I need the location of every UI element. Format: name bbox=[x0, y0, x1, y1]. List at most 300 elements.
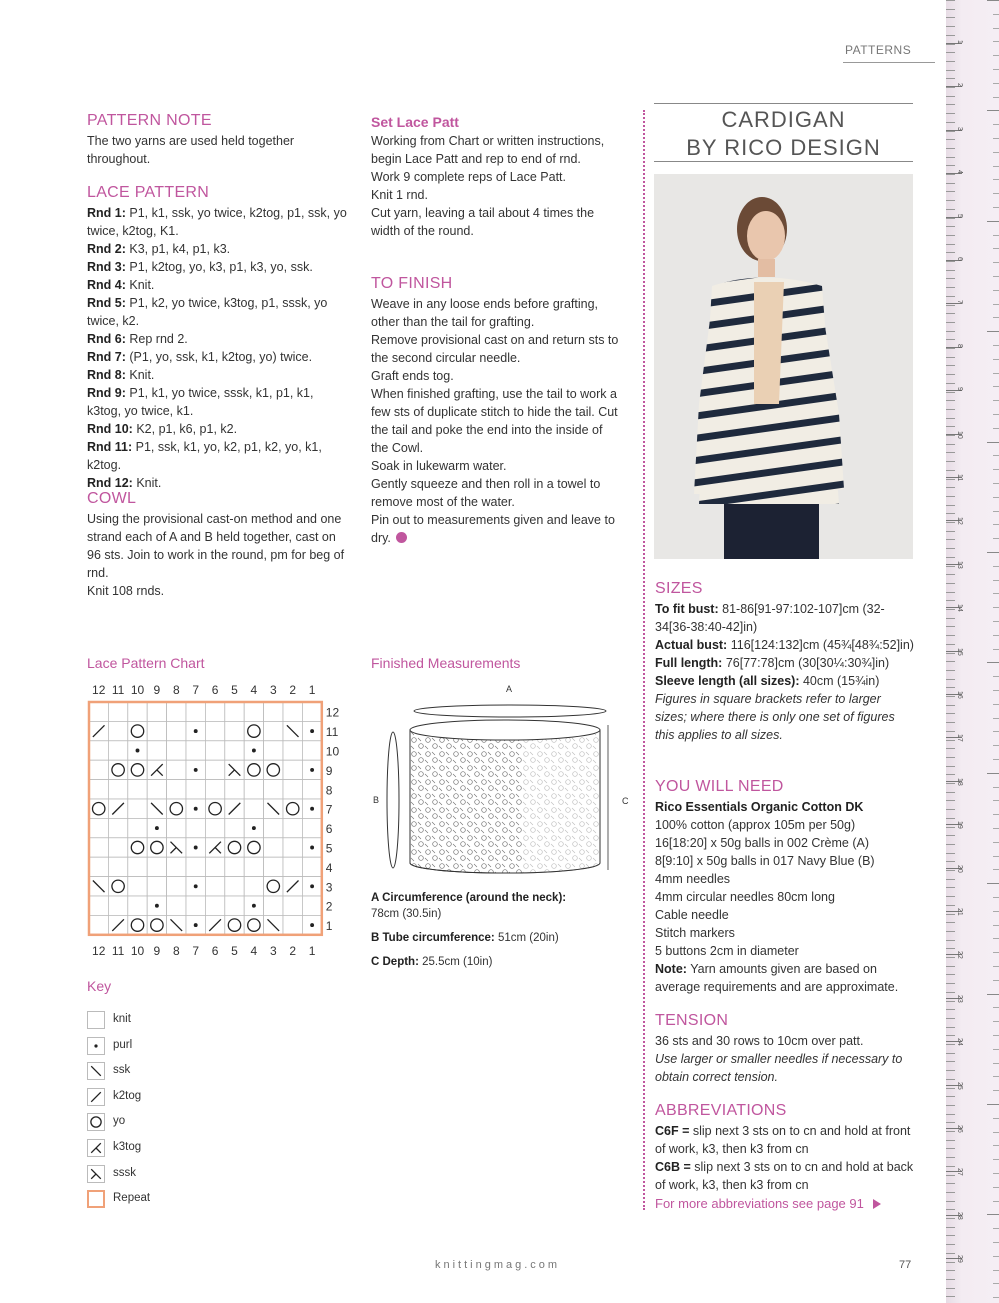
chart-col-number: 6 bbox=[211, 943, 219, 958]
chart-cell bbox=[167, 760, 186, 779]
round-text: Knit. bbox=[136, 476, 162, 490]
chart-col-number: 12 bbox=[92, 683, 106, 697]
need-note-label: Note: bbox=[655, 962, 687, 976]
chart-cell bbox=[264, 702, 283, 721]
chart-cell bbox=[128, 702, 147, 721]
need-item: 100% cotton (approx 105m per 50g) bbox=[655, 818, 856, 832]
chart-cell bbox=[264, 741, 283, 760]
chart-row-number: 11 bbox=[325, 725, 339, 740]
chart-cell bbox=[205, 780, 224, 799]
need-note: Yarn amounts given are based on average requirements and are approximate. bbox=[655, 962, 899, 994]
cardigan-title bbox=[654, 106, 913, 162]
more-abbreviations-text[interactable]: For more abbreviations see page 91 bbox=[655, 1196, 864, 1211]
chart-cell bbox=[225, 780, 244, 799]
round-text: P1, k1, ssk, yo twice, k2tog, p1, ssk, yo twice, k2tog, K1. bbox=[87, 206, 347, 238]
set-lace-paragraph: Cut yarn, leaving a tail about 4 times the width of the round. bbox=[371, 206, 595, 238]
round-label: Rnd 12: bbox=[87, 476, 133, 490]
ruler-number: 3 bbox=[956, 126, 963, 131]
chart-col-number: 3 bbox=[269, 683, 277, 697]
pattern-note-heading: PATTERN NOTE bbox=[87, 112, 212, 129]
ruler-number: 15 bbox=[956, 647, 963, 656]
chart-col-number: 11 bbox=[111, 943, 125, 958]
sizes-heading: SIZES bbox=[655, 580, 703, 597]
dimension-a-arrow bbox=[414, 705, 606, 717]
chart-cell bbox=[264, 838, 283, 857]
chart-col-number: 9 bbox=[153, 683, 161, 697]
chart-cell bbox=[186, 857, 205, 876]
key-symbol-sssk bbox=[87, 1165, 105, 1183]
need-item: 5 buttons 2cm in diameter bbox=[655, 944, 799, 958]
round-text: P1, k1, yo twice, sssk, k1, p1, k1, k3tog, yo twice, k1. bbox=[87, 386, 314, 418]
chart-cell bbox=[205, 741, 224, 760]
section-rule bbox=[843, 62, 935, 63]
chart-cell bbox=[108, 838, 127, 857]
round-row bbox=[87, 294, 349, 330]
chart-cell bbox=[186, 702, 205, 721]
ruler-number: 28 bbox=[956, 1211, 963, 1220]
pattern-note-section bbox=[87, 112, 349, 168]
cardigan-title-line2: BY RICO DESIGN bbox=[686, 135, 881, 160]
rounds-list bbox=[87, 204, 349, 492]
you-will-need-heading: YOU WILL NEED bbox=[655, 778, 784, 795]
ruler-number: 8 bbox=[956, 343, 963, 348]
chart-cell bbox=[128, 857, 147, 876]
key-title: Key bbox=[87, 978, 112, 994]
more-abbreviations-link[interactable] bbox=[655, 1195, 915, 1213]
abbreviations-section bbox=[655, 1102, 915, 1213]
chart-cell bbox=[283, 915, 302, 934]
ruler-number: 9 bbox=[956, 387, 963, 392]
ruler-number: 5 bbox=[956, 213, 963, 218]
round-row bbox=[87, 204, 349, 240]
chart-cell bbox=[167, 818, 186, 837]
to-finish-paragraph: Graft ends tog. bbox=[371, 369, 454, 383]
round-text: Knit. bbox=[129, 278, 155, 292]
label-a: A bbox=[506, 684, 513, 694]
key-label: sssk bbox=[113, 1166, 136, 1179]
size-label: Sleeve length (all sizes): bbox=[655, 674, 800, 688]
round-text: (P1, yo, ssk, k1, k2tog, yo) twice. bbox=[129, 350, 313, 364]
label-c: C bbox=[622, 796, 629, 806]
set-lace-paragraph: Work 9 complete reps of Lace Patt. bbox=[371, 170, 567, 184]
ruler-number: 25 bbox=[956, 1081, 963, 1090]
abbr-text: slip next 3 sts on to cn and hold at back of work, k3, then k3 from cn bbox=[655, 1160, 914, 1192]
key-symbol-ssk bbox=[87, 1062, 105, 1080]
set-lace-patt-section bbox=[371, 114, 621, 240]
chart-symbol-purl bbox=[194, 729, 198, 733]
round-label: Rnd 10: bbox=[87, 422, 133, 436]
chart-col-number: 4 bbox=[250, 943, 258, 958]
size-label: Full length: bbox=[655, 656, 723, 670]
chart-cell bbox=[128, 780, 147, 799]
ruler-number: 7 bbox=[956, 300, 963, 305]
lace-pattern-heading: LACE PATTERN bbox=[87, 184, 210, 201]
cowl-paragraph: Knit 108 rnds. bbox=[87, 584, 165, 598]
chart-cell bbox=[302, 896, 321, 915]
chart-cell bbox=[89, 857, 108, 876]
chart-cell bbox=[167, 857, 186, 876]
ruler-number: 2 bbox=[956, 83, 963, 88]
chart-cell bbox=[205, 896, 224, 915]
ruler-number: 13 bbox=[956, 560, 963, 569]
abbr-label: C6B = bbox=[655, 1160, 691, 1174]
chart-cell bbox=[89, 760, 108, 779]
chart-cell bbox=[147, 721, 166, 740]
key-symbol-yo bbox=[87, 1113, 105, 1131]
chart-cell bbox=[89, 741, 108, 760]
round-text: K2, p1, k6, p1, k2. bbox=[136, 422, 238, 436]
chart-row-number: 9 bbox=[325, 763, 333, 778]
need-item: 4mm needles bbox=[655, 872, 731, 886]
measure-label: C Depth: bbox=[371, 956, 419, 968]
chart-cell bbox=[225, 741, 244, 760]
sizes-note: Figures in square brackets refer to larger sizes; where there is only one set of figures this applies to all sizes. bbox=[655, 692, 895, 742]
chart-symbol-purl bbox=[310, 729, 314, 733]
ruler-number: 24 bbox=[956, 1038, 963, 1046]
chart-cell bbox=[108, 857, 127, 876]
chart-col-number: 7 bbox=[192, 943, 200, 958]
ruler-number: 10 bbox=[956, 430, 963, 439]
chart-row-number: 12 bbox=[325, 705, 340, 720]
column-divider bbox=[643, 110, 645, 1210]
chart-cell bbox=[264, 896, 283, 915]
tension-text: 36 sts and 30 rows to 10cm over patt. bbox=[655, 1034, 864, 1048]
chart-cell bbox=[264, 780, 283, 799]
lace-pattern-section bbox=[87, 184, 349, 492]
round-row bbox=[87, 330, 349, 348]
key-label: k2tog bbox=[113, 1089, 142, 1102]
chart-cell bbox=[186, 818, 205, 837]
need-item: Cable needle bbox=[655, 908, 729, 922]
round-label: Rnd 5: bbox=[87, 296, 126, 310]
round-row bbox=[87, 366, 349, 384]
chart-col-number: 12 bbox=[92, 943, 106, 958]
chart-cell bbox=[108, 818, 127, 837]
to-finish-paragraph: Remove provisional cast on and return sts to the second circular needle. bbox=[371, 333, 619, 365]
measurements-diagram bbox=[368, 680, 638, 880]
chart-symbol-purl bbox=[310, 846, 314, 850]
chart-cell bbox=[264, 857, 283, 876]
chart-row-number: 10 bbox=[325, 744, 340, 759]
key-symbol-k3tog bbox=[87, 1139, 105, 1157]
ruler-number: 1 bbox=[956, 40, 963, 44]
cardigan-photo bbox=[654, 174, 913, 559]
tension-heading: TENSION bbox=[655, 1012, 729, 1029]
chart-cell bbox=[147, 702, 166, 721]
chart-cell bbox=[167, 780, 186, 799]
title-rule-bottom bbox=[654, 161, 913, 162]
chart-cell bbox=[167, 877, 186, 896]
chart-symbol-purl bbox=[310, 884, 314, 888]
chart-cell bbox=[89, 780, 108, 799]
measurements-title: Finished Measurements bbox=[371, 655, 521, 671]
chart-row-number: 7 bbox=[325, 802, 333, 817]
round-label: Rnd 9: bbox=[87, 386, 126, 400]
measure-label: A Circumference (around the neck): bbox=[371, 892, 567, 904]
abbr-text: slip next 3 sts on to cn and hold at front of work, k3, then k3 from cn bbox=[655, 1124, 911, 1156]
chart-cell bbox=[225, 818, 244, 837]
round-text: P1, k2, yo twice, k3tog, p1, sssk, yo twice, k2. bbox=[87, 296, 328, 328]
chart-cell bbox=[264, 721, 283, 740]
chart-cell bbox=[244, 877, 263, 896]
chart-cell bbox=[264, 818, 283, 837]
chart-cell bbox=[283, 760, 302, 779]
ruler-number: 23 bbox=[956, 994, 963, 1003]
round-text: P1, ssk, k1, yo, k2, p1, k2, yo, k1, k2tog. bbox=[87, 440, 322, 472]
chart-cell bbox=[283, 857, 302, 876]
chart-symbol-purl bbox=[194, 807, 198, 811]
ruler-number: 21 bbox=[956, 908, 963, 916]
chart-symbol-purl bbox=[194, 846, 198, 850]
round-row bbox=[87, 240, 349, 258]
tension-section bbox=[655, 1012, 915, 1086]
chart-cell bbox=[186, 896, 205, 915]
chart-symbol-purl bbox=[155, 826, 159, 830]
size-value: 40cm (15¾in) bbox=[802, 674, 880, 688]
yarn-name: Rico Essentials Organic Cotton DK bbox=[655, 800, 864, 814]
size-value: 81-86[91-97:102-107]cm (32-34[36-38:40-42]in) bbox=[655, 602, 885, 634]
chart-cell bbox=[108, 780, 127, 799]
chart-row-number: 3 bbox=[325, 880, 333, 895]
chart-cell bbox=[108, 702, 127, 721]
round-label: Rnd 11: bbox=[87, 440, 133, 454]
chart-row-number: 2 bbox=[325, 899, 333, 914]
key-label: Repeat bbox=[113, 1192, 151, 1205]
chart-col-number: 1 bbox=[308, 943, 316, 958]
dimension-b-arrow bbox=[387, 732, 399, 868]
to-finish-paragraph: Pin out to measurements given and leave to dry. bbox=[371, 513, 615, 545]
chart-cell bbox=[302, 818, 321, 837]
chart-cell bbox=[283, 896, 302, 915]
round-text: P1, k2tog, yo, k3, p1, k3, yo, ssk. bbox=[129, 260, 313, 274]
ruler-number: 12 bbox=[956, 517, 963, 526]
chart-cell bbox=[147, 780, 166, 799]
chart-cell bbox=[283, 741, 302, 760]
chart-col-number: 2 bbox=[289, 683, 297, 697]
chart-cell bbox=[89, 818, 108, 837]
chart-col-number: 5 bbox=[231, 943, 238, 958]
need-item: Stitch markers bbox=[655, 926, 735, 940]
chart-cell bbox=[167, 721, 186, 740]
chart-col-number: 7 bbox=[192, 683, 200, 697]
chart-symbol-purl bbox=[194, 923, 198, 927]
chart-cell bbox=[283, 780, 302, 799]
chart-cell bbox=[89, 896, 108, 915]
ruler-number: 11 bbox=[956, 474, 963, 482]
to-finish-paragraph: Gently squeeze and then roll in a towel to remove most of the water. bbox=[371, 477, 601, 509]
round-row bbox=[87, 420, 349, 438]
round-label: Rnd 3: bbox=[87, 260, 126, 274]
chart-row-number: 5 bbox=[325, 841, 333, 856]
chart-cell bbox=[244, 799, 263, 818]
to-finish-paragraph: Weave in any loose ends before grafting, other than the tail for grafting. bbox=[371, 297, 598, 329]
chart-symbol-purl bbox=[252, 826, 256, 830]
need-item: 8[9:10] x 50g balls in 017 Navy Blue (B) bbox=[655, 854, 875, 868]
chart-cell bbox=[147, 857, 166, 876]
chart-symbol-purl bbox=[136, 749, 140, 753]
round-text: Knit. bbox=[129, 368, 155, 382]
to-finish-section bbox=[371, 275, 621, 547]
chart-cell bbox=[302, 780, 321, 799]
footer-site: knittingmag.com bbox=[435, 1259, 561, 1271]
round-row bbox=[87, 348, 349, 366]
round-label: Rnd 7: bbox=[87, 350, 126, 364]
cardigan-title-line1: CARDIGAN bbox=[721, 107, 846, 132]
ruler-number: 16 bbox=[956, 691, 963, 699]
chart-cell bbox=[302, 741, 321, 760]
page-number: 77 bbox=[899, 1259, 912, 1271]
chart-cell bbox=[283, 702, 302, 721]
abbreviations-heading: ABBREVIATIONS bbox=[655, 1102, 787, 1119]
key-label: yo bbox=[113, 1115, 126, 1128]
to-finish-paragraph: Soak in lukewarm water. bbox=[371, 459, 507, 473]
need-item: 16[18:20] x 50g balls in 002 Crème (A) bbox=[655, 836, 870, 850]
key-symbol-knit bbox=[87, 1011, 105, 1029]
chart-cell bbox=[167, 702, 186, 721]
chart-row-number: 4 bbox=[325, 860, 333, 875]
ruler-number: 17 bbox=[956, 734, 963, 743]
chart-cell bbox=[89, 915, 108, 934]
ruler-number: 20 bbox=[956, 864, 963, 873]
chart-cell bbox=[128, 799, 147, 818]
round-label: Rnd 4: bbox=[87, 278, 126, 292]
ruler-number: 14 bbox=[956, 604, 963, 612]
measure-value: 78cm (30.5in) bbox=[371, 908, 442, 920]
size-label: Actual bust: bbox=[655, 638, 728, 652]
round-row bbox=[87, 258, 349, 276]
chart-cell bbox=[244, 857, 263, 876]
round-text: K3, p1, k4, p1, k3. bbox=[129, 242, 231, 256]
ruler-number: 18 bbox=[956, 777, 963, 786]
ruler-decoration bbox=[946, 0, 999, 1303]
round-row bbox=[87, 276, 349, 294]
key-symbol-k2tog bbox=[87, 1088, 105, 1106]
chart-symbol-purl bbox=[252, 749, 256, 753]
key-label: knit bbox=[113, 1013, 131, 1025]
chart-col-number: 8 bbox=[172, 943, 180, 958]
ruler-number: 6 bbox=[956, 257, 963, 261]
set-lace-paragraph: Knit 1 rnd. bbox=[371, 188, 428, 202]
chart-cell bbox=[302, 702, 321, 721]
chart-col-number: 2 bbox=[289, 943, 297, 958]
chart-cell bbox=[244, 780, 263, 799]
chart-symbol-purl bbox=[194, 884, 198, 888]
key-label: ssk bbox=[113, 1064, 131, 1077]
chart-cell bbox=[147, 741, 166, 760]
title-rule-top bbox=[654, 103, 913, 104]
round-row bbox=[87, 384, 349, 420]
round-text: Rep rnd 2. bbox=[129, 332, 188, 346]
chart-cell bbox=[128, 877, 147, 896]
chart-symbol-purl bbox=[155, 904, 159, 908]
arrow-right-icon bbox=[873, 1199, 881, 1209]
chart-cell bbox=[89, 838, 108, 857]
to-finish-heading: TO FINISH bbox=[371, 275, 453, 292]
chart-cell bbox=[147, 877, 166, 896]
chart-cell bbox=[205, 760, 224, 779]
key-label: k3tog bbox=[113, 1141, 142, 1153]
chart-cell bbox=[302, 857, 321, 876]
chart-col-number: 1 bbox=[308, 683, 316, 697]
chart-cell bbox=[167, 896, 186, 915]
chart-cell bbox=[167, 741, 186, 760]
chart-cell bbox=[225, 877, 244, 896]
chart-cell bbox=[225, 702, 244, 721]
chart-cell bbox=[205, 721, 224, 740]
abbr-label: C6F = bbox=[655, 1124, 690, 1138]
chart-cell bbox=[108, 896, 127, 915]
chart-cell bbox=[205, 702, 224, 721]
chart-col-number: 10 bbox=[130, 683, 145, 697]
chart-col-number: 3 bbox=[269, 943, 277, 958]
chart-cell bbox=[225, 857, 244, 876]
chart-col-number: 10 bbox=[130, 943, 145, 958]
chart-symbol-purl bbox=[194, 768, 198, 772]
chart-row-number: 1 bbox=[325, 919, 333, 934]
chart-cell bbox=[225, 896, 244, 915]
ruler-number: 19 bbox=[956, 821, 963, 829]
need-item: 4mm circular needles 80cm long bbox=[655, 890, 835, 904]
round-label: Rnd 6: bbox=[87, 332, 126, 346]
cowl-paragraph: Using the provisional cast-on method and one strand each of A and B held together, cast on 96 sts. Join to work in the round, pm for beg of rnd. bbox=[87, 512, 345, 580]
chart-cell bbox=[283, 838, 302, 857]
chart-symbol-purl bbox=[310, 923, 314, 927]
tube-diagram bbox=[368, 680, 638, 880]
chart-col-number: 4 bbox=[250, 683, 258, 697]
size-label: To fit bust: bbox=[655, 602, 719, 616]
ruler-number: 27 bbox=[956, 1168, 963, 1177]
set-lace-patt-heading: Set Lace Patt bbox=[371, 114, 459, 130]
chart-cell bbox=[205, 877, 224, 896]
end-mark-icon bbox=[396, 532, 407, 543]
tension-note: Use larger or smaller needles if necessary to obtain correct tension. bbox=[655, 1052, 903, 1084]
key-symbol-repeat bbox=[87, 1190, 105, 1208]
chart-col-number: 5 bbox=[231, 683, 238, 697]
cowl-section bbox=[87, 490, 349, 600]
model-illustration bbox=[654, 174, 913, 559]
chart-cell bbox=[205, 818, 224, 837]
chart-cell bbox=[108, 721, 127, 740]
chart-cell bbox=[128, 896, 147, 915]
chart-col-number: 8 bbox=[172, 683, 180, 697]
chart-col-number: 11 bbox=[111, 683, 125, 697]
size-value: 76[77:78]cm (30[30¼:30¾]in) bbox=[725, 656, 890, 670]
chart-cell bbox=[205, 857, 224, 876]
chart-symbol-purl bbox=[252, 904, 256, 908]
cowl-heading: COWL bbox=[87, 490, 137, 507]
chart-title: Lace Pattern Chart bbox=[87, 655, 205, 671]
sizes-section bbox=[655, 580, 915, 744]
you-will-need-section bbox=[655, 778, 915, 996]
chart-cell bbox=[186, 780, 205, 799]
ruler-number: 4 bbox=[956, 170, 963, 175]
ruler-number: 26 bbox=[956, 1125, 963, 1133]
ruler-number: 22 bbox=[956, 951, 963, 960]
chart-symbol-purl bbox=[310, 807, 314, 811]
chart-col-number: 9 bbox=[153, 943, 161, 958]
key-symbol-purl bbox=[87, 1037, 105, 1055]
round-label: Rnd 1: bbox=[87, 206, 126, 220]
lace-pattern-chart bbox=[86, 680, 356, 960]
chart-row-number: 6 bbox=[325, 822, 333, 837]
label-b: B bbox=[373, 795, 380, 805]
section-label: PATTERNS bbox=[845, 43, 912, 57]
chart-cell bbox=[89, 702, 108, 721]
key-label: purl bbox=[113, 1038, 133, 1051]
chart-cell bbox=[244, 702, 263, 721]
chart-svg bbox=[86, 680, 356, 960]
measure-value: 51cm (20in) bbox=[497, 932, 559, 944]
